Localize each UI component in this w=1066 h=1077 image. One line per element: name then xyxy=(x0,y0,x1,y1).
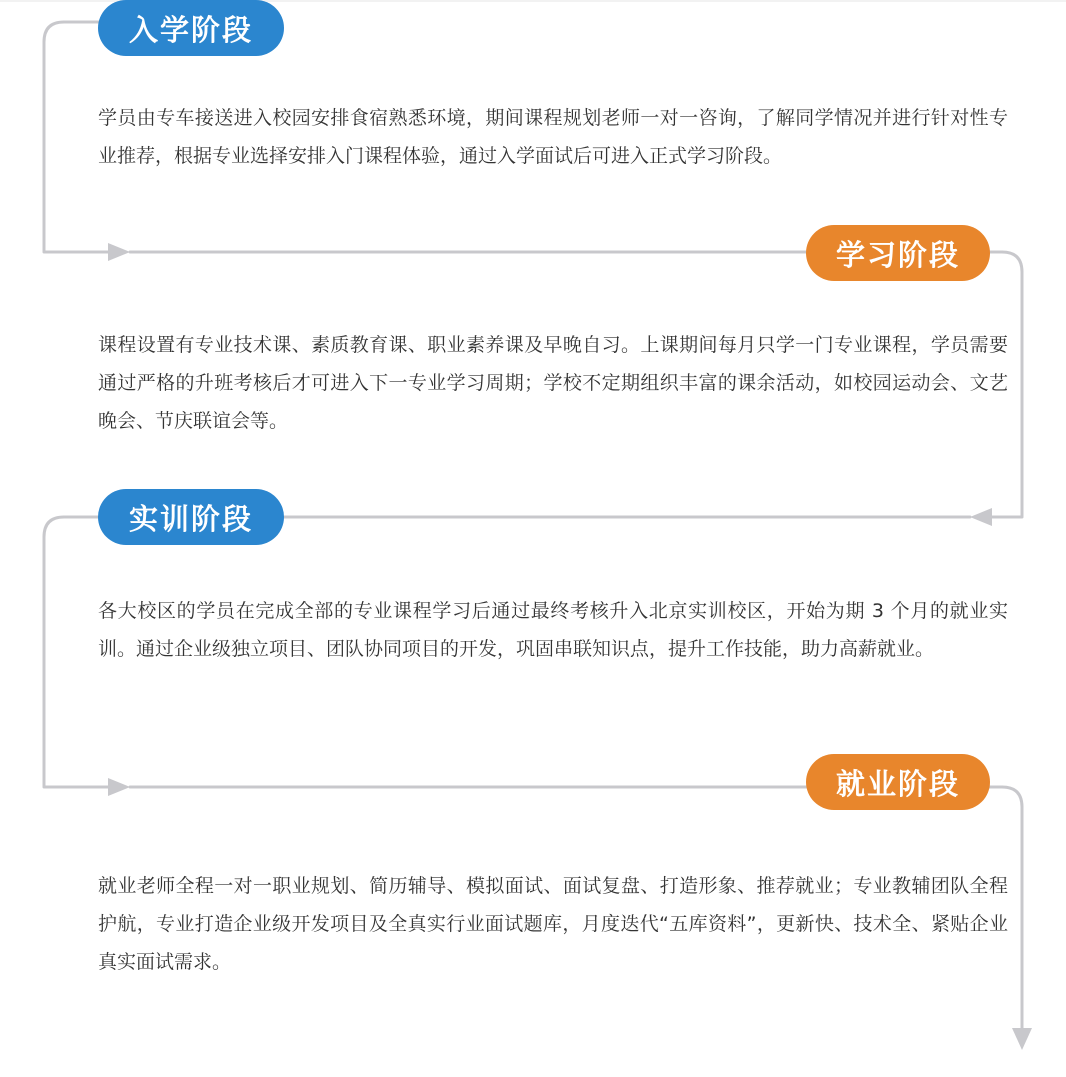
stage-1-title-badge xyxy=(98,0,284,56)
stage-3-title-badge xyxy=(98,489,284,545)
stage-4-title: 就业阶段 xyxy=(835,766,960,801)
arrow-right-icon xyxy=(108,243,130,261)
stage-1-description: 学员由专车接送进入校园安排食宿熟悉环境，期间课程规划老师一对一咨询，了解同学情况并进行针对性专业推荐，根据专业选择安排入门课程体验，通过入学面试后可进入正式学习阶段。 xyxy=(98,107,1008,167)
stage-3-description: 各大校区的学员在完成全部的专业课程学习后通过最终考核升入北京实训校区，开始为期 3 个月的就业实训。通过企业级独立项目、团队协同项目的开发，巩固串联知识点，提升工作技能，助力高薪就业。 xyxy=(98,600,1008,660)
arrow-left-icon xyxy=(970,508,992,526)
stage-4-title-badge xyxy=(806,754,990,810)
arrow-right-icon xyxy=(108,778,130,796)
stage-2-title-badge xyxy=(806,225,990,281)
stage-2-title: 学习阶段 xyxy=(835,237,960,272)
stage-4-description: 就业老师全程一对一职业规划、简历辅导、模拟面试、面试复盘、打造形象、推荐就业；专业教辅团队全程护航，专业打造企业级开发项目及全真实行业面试题库，月度迭代“五库资料”，更新快、技术全、紧贴企业真实面试需求。 xyxy=(98,875,1008,973)
stage-3-title: 实训阶段 xyxy=(128,501,253,536)
arrow-down-icon xyxy=(1012,1028,1032,1050)
stage-1-title: 入学阶段 xyxy=(128,12,253,47)
stage-2-description: 课程设置有专业技术课、素质教育课、职业素养课及早晚自习。上课期间每月只学一门专业课程，学员需要通过严格的升班考核后才可进入下一专业学习周期；学校不定期组织丰富的课余活动，如校园运动会、文艺晚会、节庆联谊会等。 xyxy=(98,334,1008,432)
